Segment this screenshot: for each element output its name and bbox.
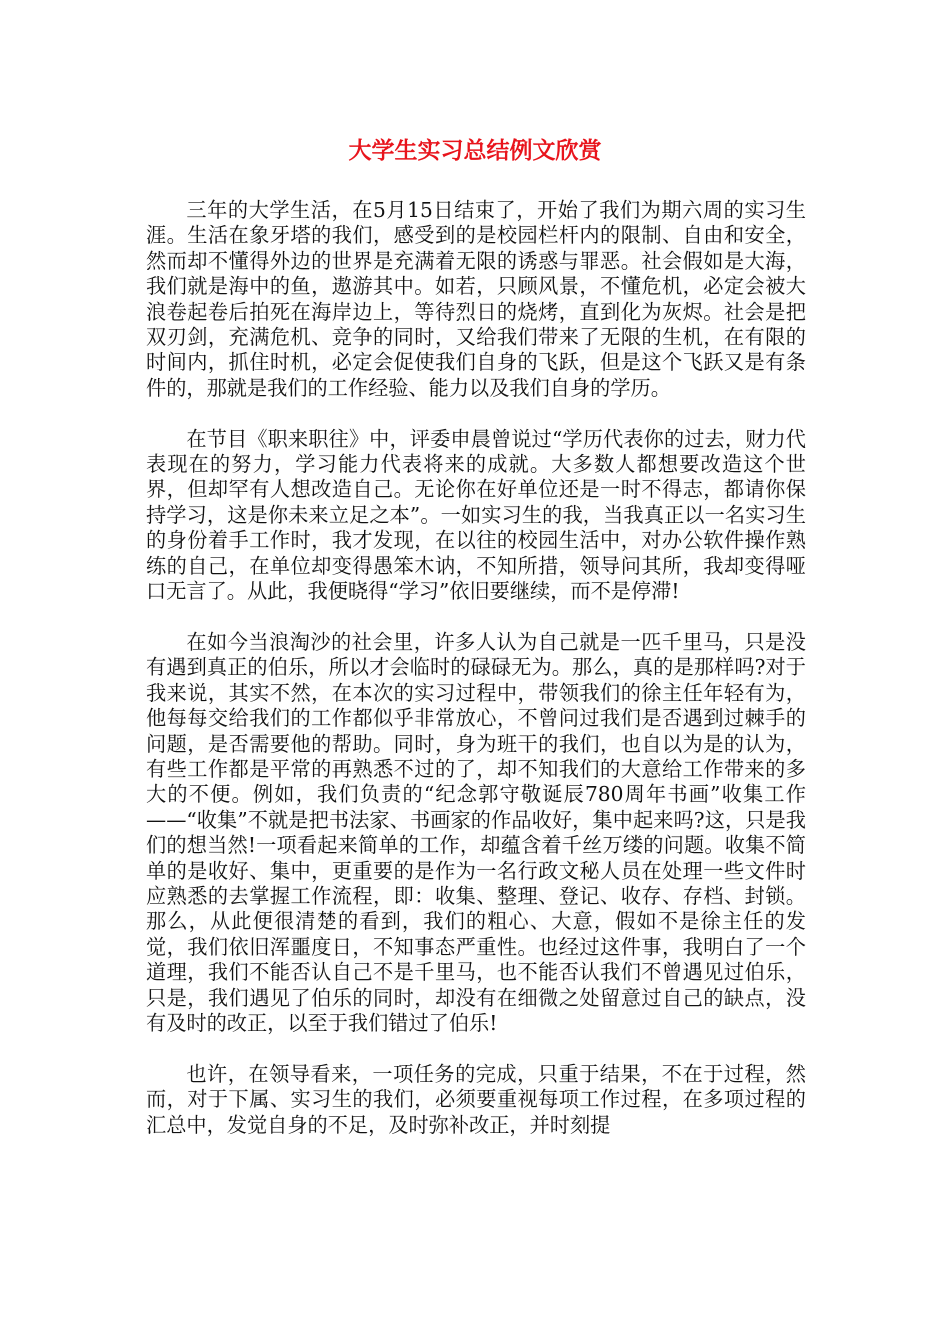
document-body (146, 198, 806, 1163)
paragraph-4: 也许，在领导看来，一项任务的完成，只重于结果，不在于过程，然而，对于下属、实习生的我们，必须要重视每项工作过程，在多项过程的汇总中，发觉自身的不足，及时弥补改正，并时刻提 (146, 1061, 806, 1137)
paragraph-1: 三年的大学生活，在5月15日结束了，开始了我们为期六周的实习生涯。生活在象牙塔的我们，感受到的是校园栏杆内的限制、自由和安全，然而却不懂得外边的世界是充满着无限的诱惑与罪恶。社会假如是大海，我们就是海中的鱼，遨游其中。如若，只顾风景，不懂危机，必定会被大浪卷起卷后拍死在海岸边上，等待烈日的烧烤，直到化为灰烬。社会是把双刃剑，充满危机、竞争的同时，又给我们带来了无限的生机，在有限的时间内，抓住时机，必定会促使我们自身的飞跃，但是这个飞跃又是有条件的，那就是我们的工作经验、能力以及我们自身的学历。 (146, 198, 806, 400)
paragraph-3: 在如今当浪淘沙的社会里，许多人认为自己就是一匹千里马，只是没有遇到真正的伯乐，所以才会临时的碌碌无为。那么，真的是那样吗?对于我来说，其实不然，在本次的实习过程中，带领我们的徐主任年轻有为，他每每交给我们的工作都似乎非常放心，不曾问过我们是否遇到过棘手的问题，是否需要他的帮助。同时，身为班干的我们，也自以为是的认为，有些工作都是平常的再熟悉不过的了，却不知我们的大意给工作带来的多大的不便。例如，我们负责的“纪念郭守敬诞辰780周年书画”收集工作——“收集”不就是把书法家、书画家的作品收好，集中起来吗?这，只是我们的想当然!一项看起来简单的工作，却蕴含着千丝万缕的问题。收集不简单的是收好、集中，更重要的是作为一名行政文秘人员在处理一些文件时应熟悉的去掌握工作流程，即：收集、整理、登记、收存、存档、封锁。那么，从此便很清楚的看到，我们的粗心、大意，假如不是徐主任的发觉，我们依旧浑噩度日，不知事态严重性。也经过这件事，我明白了一个道理，我们不能否认自己不是千里马，也不能否认我们不曾遇见过伯乐，只是，我们遇见了伯乐的同时，却没有在细微之处留意过自己的缺点，没有及时的改正，以至于我们错过了伯乐! (146, 629, 806, 1035)
paragraph-2: 在节目《职来职往》中，评委申晨曾说过“学历代表你的过去，财力代表现在的努力，学习能力代表将来的成就。大多数人都想要改造这个世界，但却罕有人想改造自己。无论你在好单位还是一时不得志，都请你保持学习，这是你未来立足之本”。一如实习生的我，当我真正以一名实习生的身份着手工作时，我才发现，在以往的校园生活中，对办公软件操作熟练的自己，在单位却变得愚笨木讷，不知所措，领导问其所，我却变得哑口无言了。从此，我便晓得“学习”依旧要继续，而不是停滞! (146, 426, 806, 604)
document-title: 大学生实习总结例文欣赏 (348, 138, 602, 164)
